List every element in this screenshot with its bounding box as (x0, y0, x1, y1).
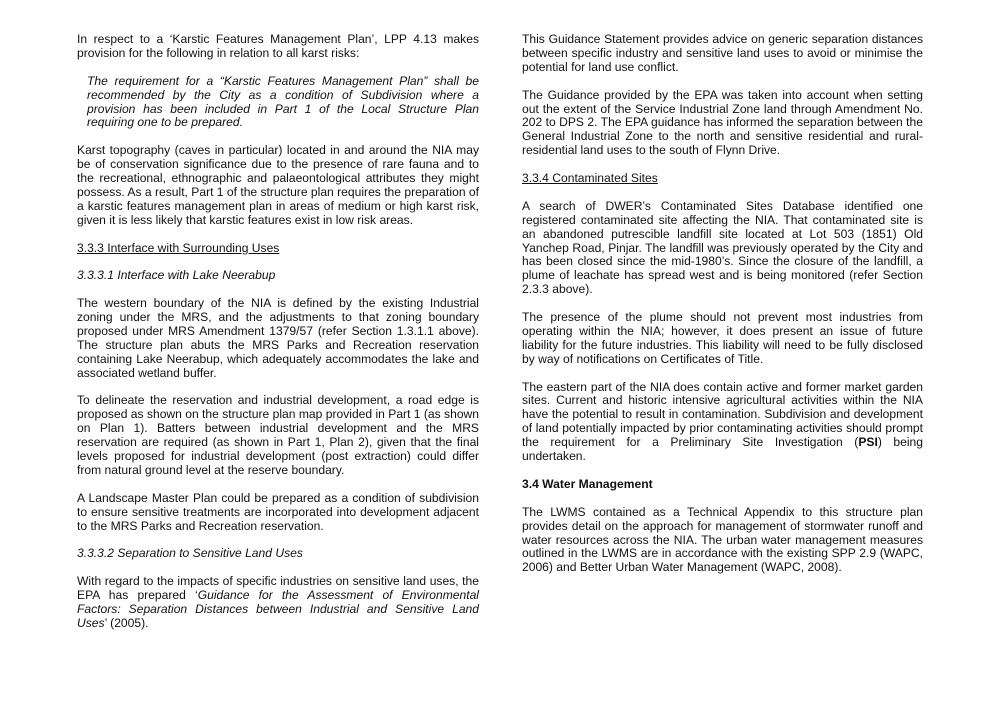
right-column (522, 33, 923, 589)
epa-guidance-paragraph (77, 575, 479, 631)
delineate-paragraph: To delineate the reservation and industrial development, a road edge is proposed as shown on the structure plan map provided in Part 1 (as shown on Plan 1). Batters between industrial development and the MRS reservation are required (as shown in Part 1, Plan 2), given that the final levels proposed for industrial development (post extraction) could differ from natural ground level at the reserve boundary. (77, 393, 480, 477)
karst-intro-paragraph: In respect to a ‘Karstic Features Management Plan’, LPP 4.13 makes provision for the following in relation to all karst risks: (77, 32, 479, 60)
epa-guidance-year: ’ (2005). (104, 615, 149, 630)
plume-paragraph: The presence of the plume should not prevent most industries from operating within the NIA; however, it does present an issue of future liability for the future industries. This liability will need to be fully disclosed by way of notifications on Certificates of Title. (522, 310, 923, 366)
landscape-master-plan-paragraph: A Landscape Master Plan could be prepared as a condition of subdivision to ensure sensitive treatments are incorporated into development adjacent to the MRS Parks and Recreation reservation. (77, 490, 479, 533)
western-boundary-paragraph: The western boundary of the NIA is defined by the existing Industrial zoning under the MRS, and the adjustments to that zoning boundary proposed under MRS Amendment 1379/57 (refer Section 1.3.1.1 above). The structure plan abuts the MRS Parks and Recreation reservation containing Lake Neerabup, which adequately accommodates the lake and associated wetland buffer. (77, 296, 479, 380)
section-heading-3-3-4: 3.3.4 Contaminated Sites (522, 171, 658, 186)
section-heading-3-3-3: 3.3.3 Interface with Surrounding Uses (77, 240, 280, 255)
psi-abbreviation: PSI (858, 435, 878, 450)
section-heading-3-3-3-1: 3.3.3.1 Interface with Lake Neerabup (77, 268, 276, 283)
eastern-part-text: The eastern part of the NIA does contain active and former market garden sites. Current and historic intensive agricultural activities within the NIA have the potential to result in contamination. Subdivision and development of land potentially impacted by prior contaminating activities should prompt the requirement for a Preliminary Site Investigation ( (522, 379, 923, 450)
dwer-search-paragraph: A search of DWER’s Contaminated Sites Database identified one registered contaminated site affecting the NIA. That contaminated site is an abandoned putrescible landfill site located at Lot 503 (1851) Old Yanchep Road, Pinjar. The landfill was previously operated by the City and has been closed since the mid-1980’s. Since the closure of the landfill, a plume of leachate has spread west and is being monitored (refer Section 2.3.3 above). (522, 198, 923, 297)
karst-topography-paragraph: Karst topography (caves in particular) located in and around the NIA may be of conservation significance due to the presence of rare fauna and to the recreational, ethnographic and palaeontological attributes they might possess. As a result, Part 1 of the structure plan requires the preparation of a karstic features management plan in areas of medium or high karst risk, given it is less likely that karstic features exist in low risk areas. (77, 143, 479, 227)
karst-plan-quote: The requirement for a “Karstic Features Management Plan” shall be recommended by the City as a condition of Subdivision where a provision has been included in Part 1 of the Local Structure Plan requiring one to be prepared. (87, 73, 479, 130)
guidance-statement-paragraph: This Guidance Statement provides advice on generic separation distances between specific industry and sensitive land uses to avoid or minimise the potential for land use conflict. (522, 32, 923, 74)
section-heading-3-4: 3.4 Water Management (522, 476, 653, 491)
left-column (77, 33, 479, 645)
eastern-part-ending: ) being undertaken. (522, 435, 923, 464)
lwms-paragraph: The LWMS contained as a Technical Appendix to this structure plan provides detail on the approach for management of stormwater runoff and water resources across the NIA. The urban water management measures outlined in the LWMS are in accordance with the existing SPP 2.9 (WAPC, 2006) and Better Urban Water Management (WAPC, 2008). (522, 504, 923, 575)
eastern-part-paragraph (522, 381, 923, 464)
epa-guidance-lead: With regard to the impacts of specific industries on sensitive land uses, the EPA has prepared ‘ (77, 574, 479, 603)
section-heading-3-3-3-2: 3.3.3.2 Separation to Sensitive Land Uses (77, 546, 303, 561)
epa-guidance-title: Guidance for the Assessment of Environmental Factors: Separation Distances between Industrial and Sensitive Land Uses (77, 588, 479, 630)
guidance-epa-paragraph: The Guidance provided by the EPA was taken into account when setting out the extent of the Service Industrial Zone land through Amendment No. 202 to DPS 2. The EPA guidance has informed the separation between the General Industrial Zone to the north and sensitive residential and rural-residential land uses to the south of Flynn Drive. (522, 87, 923, 158)
